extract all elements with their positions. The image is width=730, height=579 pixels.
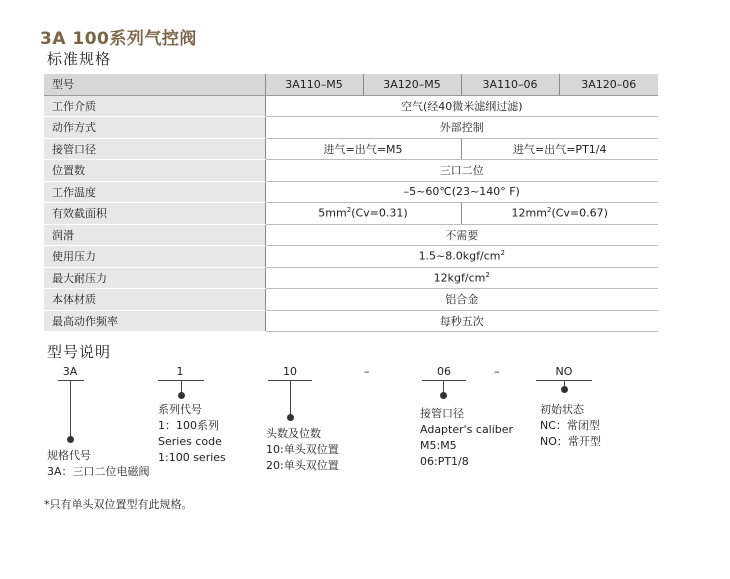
spec-row-label: 工作介质 (44, 95, 265, 117)
spec-row-lubrication (44, 224, 658, 246)
code-segment-state: NO (555, 365, 573, 378)
spec-row-frequency (44, 310, 658, 332)
spec-header-row (44, 74, 658, 95)
leader-dot (440, 392, 447, 399)
spec-section-title: 标准规格 (47, 50, 112, 68)
spec-row-value-06: 进气=出气=PT1/4 (461, 138, 658, 160)
spec-table (44, 74, 658, 332)
spec-row-temperature (44, 181, 658, 203)
model-3a120-m5: 3A120–M5 (363, 74, 461, 95)
series-code-desc: 系列代号 1：100系列 Series code 1:100 series (158, 403, 226, 464)
leader-dot (287, 414, 294, 421)
spec-header-label: 型号 (44, 74, 265, 95)
spec-row-label: 动作方式 (44, 117, 265, 139)
code-segment-series: 1 (176, 365, 184, 378)
code-underline (422, 380, 466, 381)
spec-row-value-m5: 进气=出气=M5 (265, 138, 461, 160)
spec-row-material (44, 289, 658, 311)
spec-row-label: 位置数 (44, 160, 265, 182)
port-size-desc: 接管口径 Adapter's caliber M5:M5 06:PT1/8 (420, 407, 514, 468)
spec-row-value: $12kgf/cm^2$ (265, 267, 658, 289)
spec-row-label: 工作温度 (44, 181, 265, 203)
code-segment-port: 06 (437, 365, 451, 378)
leader-dot (561, 386, 568, 393)
code-segment-heads: 10 (283, 365, 297, 378)
spec-row-action (44, 117, 658, 139)
spec-row-value-06: $12mm^2(Cv=0.67)$ (461, 203, 658, 225)
spec-row-max-pressure (44, 267, 658, 289)
spec-row-port (44, 138, 658, 160)
spec-row-label: 最高动作频率 (44, 310, 265, 332)
head-count-desc: 头数及位数 10:单头双位置 20:单头双位置 (266, 427, 339, 472)
spec-row-label: 最大耐压力 (44, 267, 265, 289)
spec-row-positions (44, 160, 658, 182)
spec-row-pressure (44, 246, 658, 268)
initial-state-desc: 初始状态 NC：常闭型 NO：常开型 (540, 403, 601, 448)
model-section-title: 型号说明 (47, 343, 112, 361)
spec-row-value: 不需要 (265, 224, 658, 246)
code-separator: – (364, 365, 370, 378)
spec-row-area (44, 203, 658, 225)
model-3a120-06: 3A120–06 (559, 74, 658, 95)
spec-row-label: 使用压力 (44, 246, 265, 268)
leader-line (290, 380, 291, 416)
spec-row-value: –5~60℃(23~140° F) (265, 181, 658, 203)
spec-row-value: 每秒五次 (265, 310, 658, 332)
code-underline (58, 380, 84, 381)
spec-code-desc: 规格代号 3A：三口二位电磁阀 (47, 449, 150, 478)
spec-row-value: 铝合金 (265, 289, 658, 311)
code-separator: – (494, 365, 500, 378)
spec-row-value: $1.5\sim 8.0kgf/cm^2$ (265, 246, 658, 268)
code-segment-3a: 3A (62, 365, 78, 378)
spec-row-medium (44, 95, 658, 117)
product-title: 3A 100系列气控阀 (40, 29, 197, 49)
leader-dot (178, 392, 185, 399)
model-3a110-06: 3A110–06 (461, 74, 559, 95)
spec-row-value: 外部控制 (265, 117, 658, 139)
spec-row-label: 有效截面积 (44, 203, 265, 225)
spec-row-value: 空气(经40微米滤纲过滤) (265, 95, 658, 117)
leader-dot (67, 436, 74, 443)
spec-row-label: 润滑 (44, 224, 265, 246)
footnote: *只有单头双位置型有此规格。 (44, 498, 193, 511)
spec-row-label: 接管口径 (44, 138, 265, 160)
spec-row-label: 本体材质 (44, 289, 265, 311)
leader-line (70, 380, 71, 438)
model-3a110-m5: 3A110–M5 (265, 74, 363, 95)
spec-row-value-m5: $5mm^2(Cv=0.31)$ (265, 203, 461, 225)
spec-row-value: 三口二位 (265, 160, 658, 182)
